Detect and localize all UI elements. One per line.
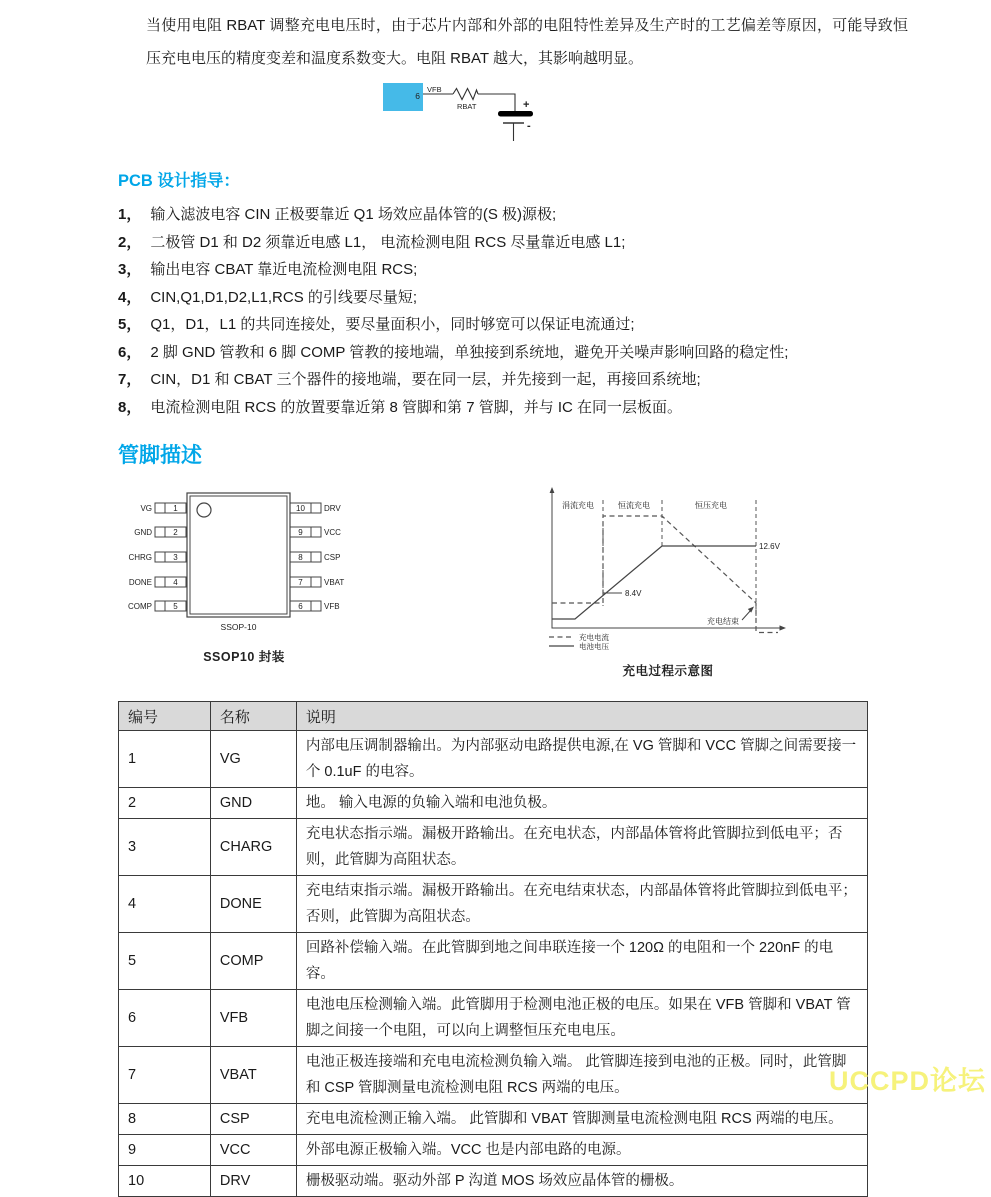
guide-item-number: 3， [118, 261, 142, 278]
pin-description: 回路补偿输入端。在此管脚到地之间串联连接一个 120Ω 的电阻和一个 220nF 的电容。 [296, 933, 867, 990]
package-pin-number: 4 [173, 578, 178, 587]
pin-name: GND [210, 788, 296, 819]
table-row [119, 1047, 868, 1104]
pin-name: VCC [210, 1135, 296, 1166]
package-right-pins [290, 503, 321, 611]
pin-number: 1 [119, 731, 211, 788]
table-row [119, 933, 868, 990]
battery-positive-plate [498, 111, 533, 117]
vfb-rbat-circuit-svg [383, 81, 543, 147]
pin-name: COMP [210, 933, 296, 990]
guide-item [118, 284, 908, 312]
guide-item-text: 输出电容 CBAT 靠近电流检测电阻 RCS; [150, 261, 418, 278]
charge-end-label: 充电结束 [707, 617, 739, 626]
guide-item-text: 二极管 D1 和 D2 须靠近电感 L1， 电流检测电阻 RCS 尽量靠近电感 L1; [150, 233, 626, 251]
charge-end-arrow-head [748, 607, 754, 613]
charge-process-figure [545, 483, 791, 679]
pin-number: 8 [119, 1104, 211, 1135]
charge-current-curve [552, 516, 756, 631]
guide-item-number: 1， [118, 206, 142, 223]
pin-name: CSP [210, 1104, 296, 1135]
plus-sign: + [523, 99, 530, 111]
package-pin-label: CHRG [128, 553, 152, 562]
charge-process-caption: 充电过程示意图 [622, 664, 714, 678]
pin-description-table [118, 701, 868, 1197]
guide-item-text: CIN，D1 和 CBAT 三个器件的接地端，要在同一层，并先接到一起，再接回系统地; [150, 371, 701, 388]
pin-number: 5 [119, 933, 211, 990]
guide-item [118, 394, 908, 422]
package-pin-label: COMP [128, 602, 152, 611]
table-row [119, 990, 868, 1047]
wire [478, 94, 515, 111]
pin-name: VFB [210, 990, 296, 1047]
pin-number: 9 [119, 1135, 211, 1166]
pin1-dot [197, 503, 211, 517]
battery-voltage-curve [552, 546, 756, 619]
pcb-guide-title: PCB 设计指导： [118, 172, 240, 190]
minus-sign: - [527, 120, 531, 132]
vfb-pin-label: VFB [427, 85, 442, 94]
pin-number: 7 [119, 1047, 211, 1104]
guide-item [118, 339, 908, 367]
package-pin-label: VG [140, 504, 152, 513]
ic-pin-number: 6 [415, 91, 420, 101]
col-header-name: 名称 [210, 702, 296, 731]
table-row [119, 1135, 868, 1166]
pin-number: 10 [119, 1166, 211, 1197]
guide-item [118, 201, 908, 229]
pin-description: 电池正极连接端和充电电流检测负输入端。 此管脚连接到电池的正极。同时，此管脚和 CSP 管脚测量电流检测电阻 RCS 两端的电压。 [296, 1047, 867, 1104]
pin-description: 栅极驱动端。驱动外部 P 沟道 MOS 场效应晶体管的栅极。 [296, 1166, 867, 1197]
package-pin-number: 9 [298, 528, 303, 537]
full-voltage-label: 12.6V [759, 542, 780, 551]
phase-label: 恒压充电 [695, 501, 727, 510]
guide-item-text: Q1，D1，L1 的共同连接处，要尽量面积小，同时够宽可以保证电流通过; [150, 316, 635, 333]
pin-name: DONE [210, 876, 296, 933]
package-pin-label: GND [134, 528, 152, 537]
pin-name: CHARG [210, 819, 296, 876]
guide-item-text: CIN,Q1,D1,D2,L1,RCS 的引线要尽量短; [150, 288, 418, 306]
charge-end-arrow-line [742, 610, 751, 620]
intro-paragraph: 当使用电阻 RBAT 调整充电电压时，由于芯片内部和外部的电阻特性差异及生产时的工艺偏差等原因，可能导致恒压充电电压的精度变差和温度系数变大。电阻 RBAT 越大，其影响越明显。 [146, 17, 908, 67]
pin-description: 地。 输入电源的负输入端和电池负极。 [296, 788, 867, 819]
guide-item-number: 5， [118, 316, 142, 333]
package-pin-number: 8 [298, 553, 303, 562]
pin-description: 电池电压检测输入端。此管脚用于检测电池正极的电压。如果在 VFB 管脚和 VBAT 管脚之间接一个电阻，可以向上调整恒压充电电压。 [296, 990, 867, 1047]
resistor-label: RBAT [457, 102, 477, 111]
table-header-row [119, 702, 868, 731]
package-type-label: SSOP-10 [220, 622, 257, 632]
guide-item-text: 2 脚 GND 管教和 6 脚 COMP 管教的接地端，单独接到系统地，避免开关噪声影响回路的稳定性; [150, 343, 789, 361]
package-pin-label: DRV [324, 504, 341, 513]
package-body-outer [187, 493, 290, 617]
package-pin-number: 6 [298, 602, 303, 611]
pin-description: 外部电源正极输入端。VCC 也是内部电路的电源。 [296, 1135, 867, 1166]
package-pin-label: VCC [324, 528, 341, 537]
legend-label-voltage: 电池电压 [579, 642, 609, 651]
guide-item-number: 7， [118, 371, 142, 388]
guide-item-number: 8， [118, 398, 142, 416]
package-pin-number: 3 [173, 553, 178, 562]
package-diagram-svg [118, 483, 368, 635]
pcb-guide-list [118, 201, 908, 421]
guide-item-text: 输入滤波电容 CIN 正极要靠近 Q1 场效应晶体管的(S 极)源极; [150, 206, 557, 223]
guide-item [118, 311, 908, 339]
table-row [119, 731, 868, 788]
table-row [119, 876, 868, 933]
pin-description: 充电结束指示端。漏极开路输出。在充电结束状态，内部晶体管将此管脚拉到低电平；否则，此管脚为高阻状态。 [296, 876, 867, 933]
pin-name: VG [210, 731, 296, 788]
package-pin-number: 5 [173, 602, 178, 611]
pin-number: 3 [119, 819, 211, 876]
pin-name: DRV [210, 1166, 296, 1197]
package-pin-label: VFB [324, 602, 340, 611]
pin-description: 充电电流检测正输入端。 此管脚和 VBAT 管脚测量电流检测电阻 RCS 两端的电压。 [296, 1104, 867, 1135]
guide-item [118, 366, 908, 394]
package-caption: SSOP10 封装 [203, 650, 285, 664]
table-row [119, 1104, 868, 1135]
guide-item-number: 2， [118, 233, 142, 251]
package-body-inner [190, 496, 287, 614]
phase-label: 恒流充电 [618, 501, 650, 510]
pin-number: 2 [119, 788, 211, 819]
table-row [119, 1166, 868, 1197]
package-figure [118, 483, 370, 665]
figures-row [118, 483, 908, 679]
x-axis-arrow [780, 625, 787, 630]
package-pin-label: CSP [324, 553, 341, 562]
pin-name: VBAT [210, 1047, 296, 1104]
package-pin-number: 2 [173, 528, 178, 537]
package-pin-label: DONE [128, 578, 152, 587]
table-row [119, 788, 868, 819]
package-left-pins [155, 503, 186, 611]
phase-label: 涓流充电 [562, 501, 594, 510]
pin-number: 4 [119, 876, 211, 933]
legend-label-current: 充电电流 [579, 633, 609, 642]
resistor-symbol [453, 89, 478, 100]
charge-process-svg [545, 483, 789, 653]
guide-item-number: 4， [118, 288, 142, 306]
y-axis-arrow [550, 487, 555, 493]
pin-description-title: 管脚描述 [118, 444, 202, 467]
guide-item-number: 6， [118, 343, 142, 361]
package-pin-label: VBAT [324, 578, 345, 587]
guide-item [118, 229, 908, 257]
table-row [119, 819, 868, 876]
pin-number: 6 [119, 990, 211, 1047]
col-header-description: 说明 [296, 702, 867, 731]
datasheet-page [118, 0, 908, 1197]
guide-item-text: 电流检测电阻 RCS 的放置要靠近第 8 管脚和第 7 管脚，并与 IC 在同一层板面。 [150, 398, 683, 416]
pin-description: 内部电压调制器输出。为内部驱动电路提供电源,在 VG 管脚和 VCC 管脚之间需要接一个 0.1uF 的电容。 [296, 731, 867, 788]
col-header-number: 编号 [119, 702, 211, 731]
vfb-rbat-circuit-figure [383, 81, 908, 151]
package-pin-number: 7 [298, 578, 303, 587]
package-pin-number: 10 [296, 504, 305, 513]
package-pin-number: 1 [173, 504, 178, 513]
guide-item [118, 256, 908, 284]
pin-description: 充电状态指示端。漏极开路输出。在充电状态，内部晶体管将此管脚拉到低电平；否则，此管脚为高阻状态。 [296, 819, 867, 876]
precharge-voltage-label: 8.4V [625, 589, 642, 598]
forum-watermark: UCCPD论坛 [828, 1066, 986, 1096]
